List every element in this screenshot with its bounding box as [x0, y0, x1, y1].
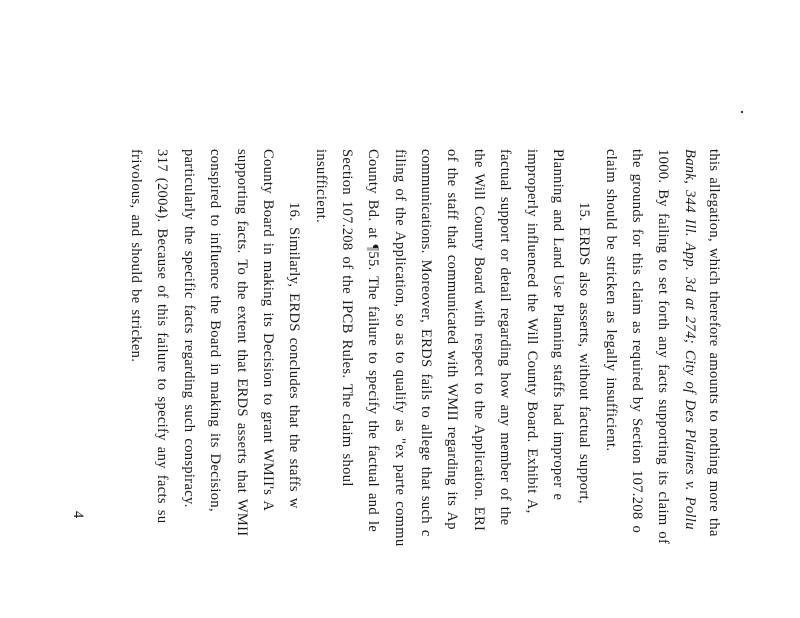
text-line-14: County Bd. at ¶55. The failure to specify the factual and le [365, 149, 381, 533]
paragraph-16-start: 16. Similarly, ERDS concludes that the staffs w [286, 202, 302, 509]
text-line-18: County Board in making its Decision to grant WMII's A [260, 149, 276, 512]
text-line-7: Planning and Land Use Planning staffs had improper e [550, 149, 566, 501]
page-number: 4 [70, 511, 86, 519]
text-line-21: particularly the specific facts regarding such conspiracy. [181, 149, 197, 508]
text-line-12: communications. Moreover, ERDS fails to allege that such c [418, 149, 434, 537]
text-line-5: claim should be stricken as legally insufficient. [603, 149, 619, 452]
text-line-10: the Will County Board with respect to the Application. ERI [471, 149, 487, 532]
text-line-13: filing of the Application, so as to qualify as "ex parte commu [392, 149, 408, 547]
text-line-19: supporting facts. To the extent that ERDS asserts that WMII [234, 149, 250, 537]
scan-speck [741, 111, 743, 113]
paragraph-15-start: 15. ERDS also asserts, without factual support, [576, 202, 592, 504]
text-line-3: 1000. By failing to set forth any facts supporting its claim of [655, 149, 671, 545]
text-line-15: Section 107.208 of the IPCB Rules. The claim shoul [339, 149, 355, 487]
text-line-11: of the staff that communicated with WMII regarding its Ap [444, 149, 460, 530]
text-line-23: frivolous, and should be stricken. [128, 149, 144, 363]
text-line-2: Bank, 344 Ill. App. 3d at 274; City of Des Plaines v. Pollu [682, 149, 698, 530]
text-line-8: improperly influenced the Will County Board. Exhibit A, [524, 149, 540, 514]
text-line-1: this allegation, which therefore amounts to nothing more tha [706, 149, 722, 537]
text-line-4: the grounds for this claim as required by Section 107.208 o [629, 149, 645, 534]
text-line-20: conspired to influence the Board in making its Decision, [207, 149, 223, 512]
text-line-9: factual support or detail regarding how any member of the [497, 149, 513, 526]
text-line-22: 317 (2004). Because of this failure to specify any facts su [154, 149, 170, 524]
text-line-16: insufficient. [313, 149, 329, 223]
